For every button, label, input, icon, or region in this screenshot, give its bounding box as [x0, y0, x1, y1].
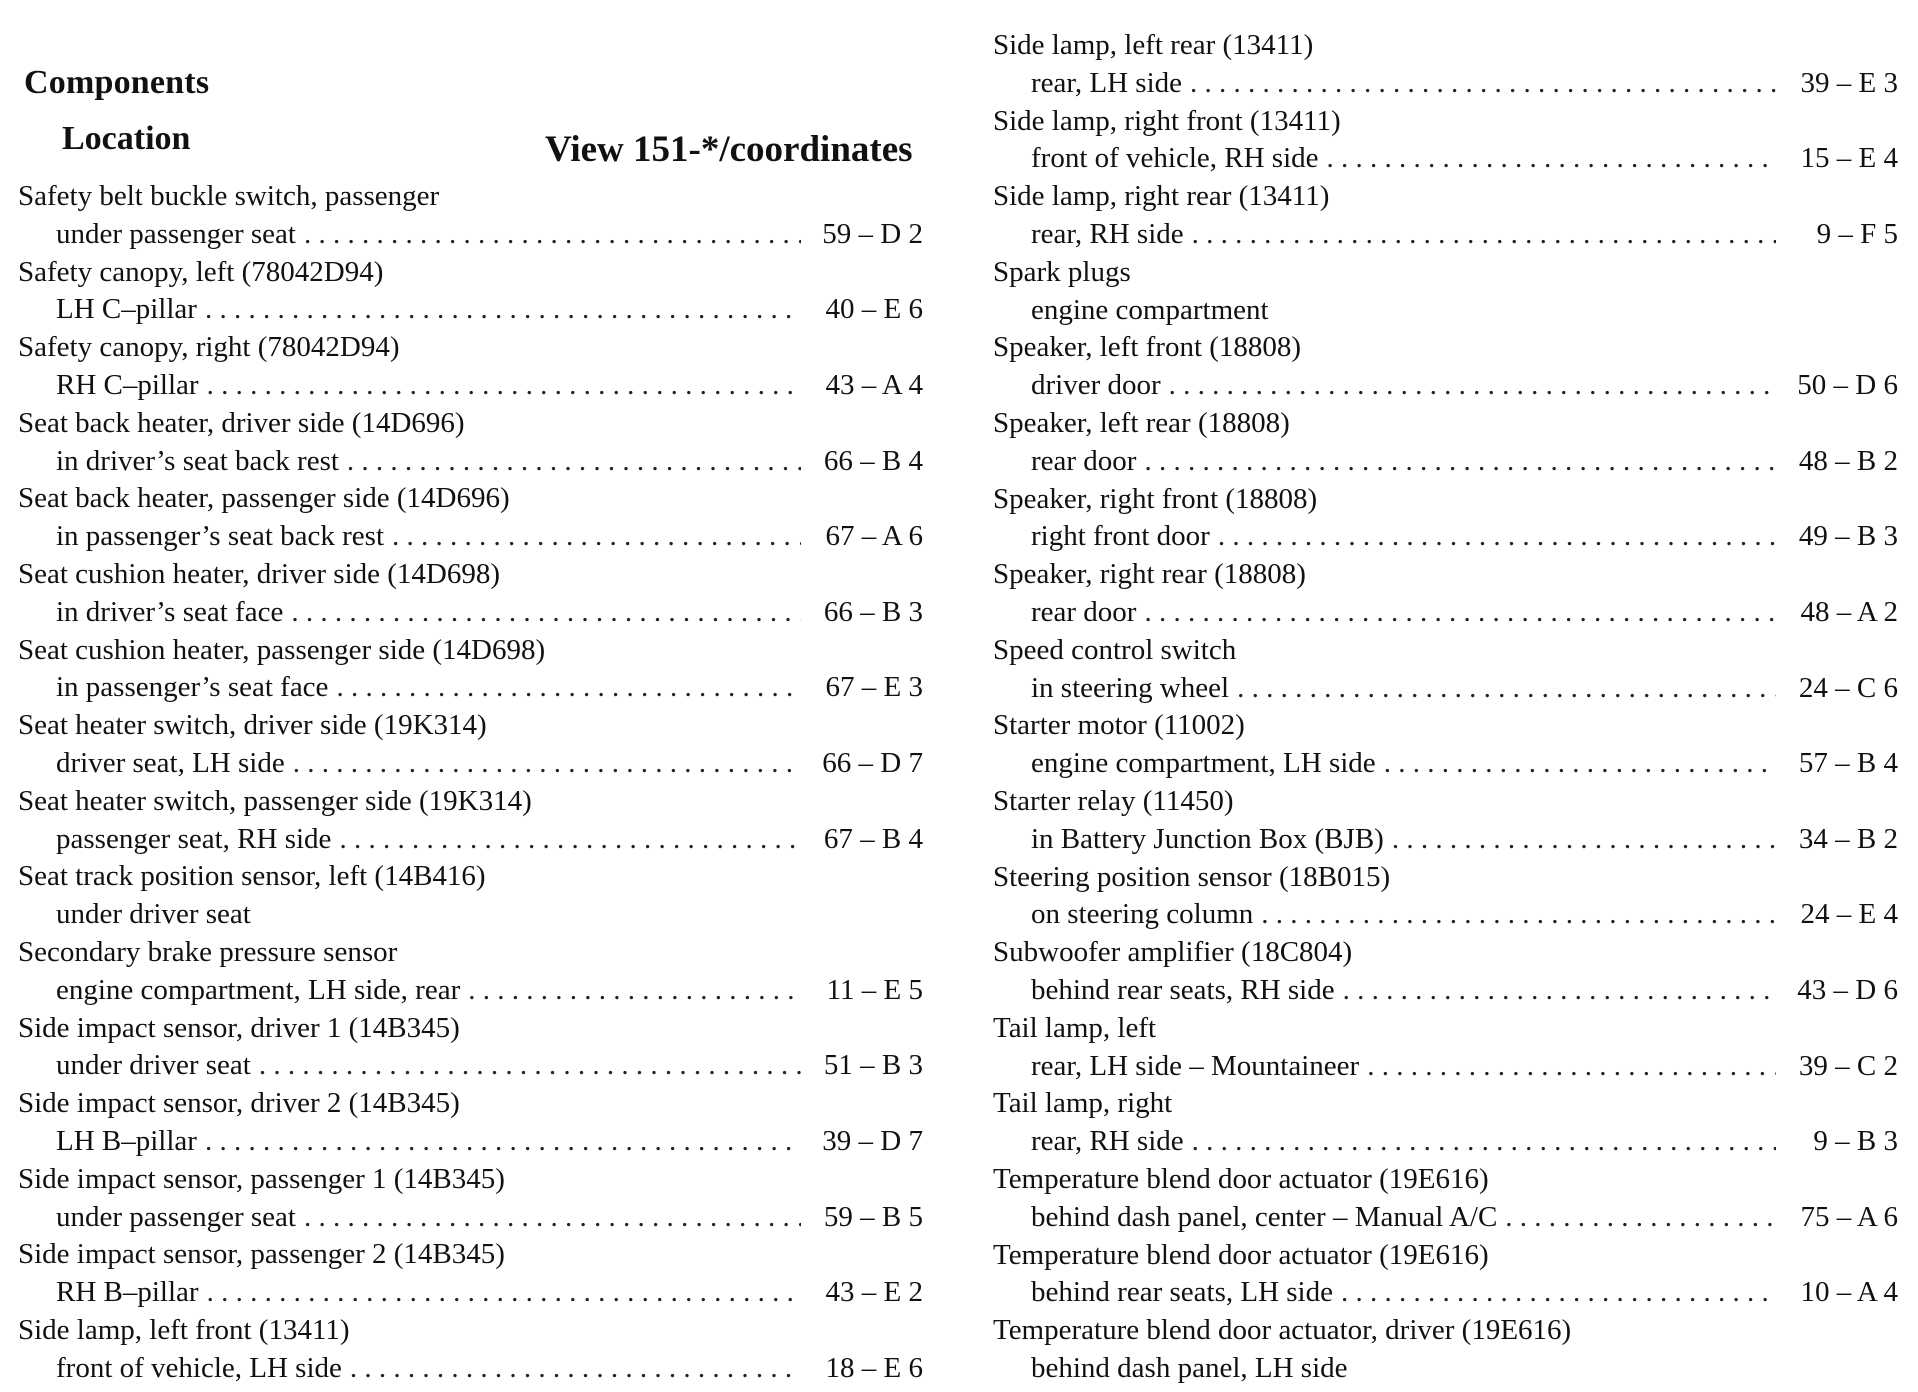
- component-location-row: [993, 745, 1898, 783]
- dot-leader: [1237, 670, 1776, 708]
- component-entry: [993, 556, 1898, 632]
- component-location: rear, RH side: [1031, 217, 1184, 250]
- component-name: Temperature blend door actuator (19E616): [993, 1162, 1489, 1195]
- component-entry: [18, 254, 923, 330]
- component-coordinates: 66 – B 3: [823, 595, 923, 628]
- component-name: Side impact sensor, passenger 2 (14B345): [18, 1238, 505, 1271]
- component-entry: [993, 934, 1898, 1010]
- component-coordinates: 40 – E 6: [825, 293, 923, 326]
- component-location-row: [993, 65, 1898, 103]
- component-coordinates: 39 – E 3: [1800, 66, 1898, 99]
- component-entry: [993, 254, 1898, 330]
- component-location: LH C–pillar: [56, 293, 197, 326]
- component-location-row: [993, 140, 1898, 178]
- component-name: Steering position sensor (18B015): [993, 860, 1391, 893]
- component-name: Tail lamp, right: [993, 1087, 1173, 1120]
- component-coordinates: 50 – D 6: [1797, 369, 1898, 402]
- component-name: Spark plugs: [993, 255, 1131, 288]
- component-location: behind rear seats, RH side: [1031, 973, 1335, 1006]
- component-entry: [18, 1161, 923, 1237]
- component-name: Side lamp, left front (13411): [18, 1313, 350, 1346]
- component-entry: [18, 1236, 923, 1312]
- component-location: under passenger seat: [56, 217, 296, 250]
- component-coordinates: 43 – A 4: [825, 368, 923, 401]
- component-entry: [993, 103, 1898, 179]
- component-location-row: [993, 443, 1898, 481]
- component-name: Safety canopy, right (78042D94): [18, 331, 400, 364]
- component-name: Secondary brake pressure sensor: [18, 935, 398, 968]
- component-coordinates: 9 – F 5: [1816, 217, 1898, 250]
- component-location-row: [993, 292, 1898, 330]
- component-coordinates: 24 – E 4: [1800, 898, 1898, 931]
- component-entry: [993, 1161, 1898, 1237]
- component-coordinates: 49 – B 3: [1798, 520, 1898, 553]
- component-location: in passenger’s seat back rest: [56, 520, 385, 553]
- dot-leader: [207, 1274, 801, 1312]
- component-coordinates: 59 – B 5: [823, 1200, 923, 1233]
- dot-leader: [1384, 745, 1776, 783]
- component-location-row: [993, 972, 1898, 1010]
- component-coordinates: 9 – B 3: [1813, 1125, 1898, 1158]
- component-location: on steering column: [1031, 898, 1254, 931]
- component-location: under passenger seat: [56, 1200, 296, 1233]
- dot-leader: [336, 669, 801, 707]
- dot-leader: [392, 518, 801, 556]
- dot-leader: [304, 216, 801, 254]
- dot-leader: [1392, 821, 1776, 859]
- component-entry: [18, 405, 923, 481]
- component-location-row: [18, 669, 923, 707]
- dot-leader: [1144, 594, 1776, 632]
- component-location: right front door: [1031, 520, 1210, 553]
- component-location-row: [18, 896, 923, 934]
- component-location: engine compartment, LH side, rear: [56, 973, 461, 1006]
- component-name: Side lamp, right rear (13411): [993, 180, 1330, 213]
- component-coordinates: 51 – B 3: [823, 1049, 923, 1082]
- component-entry: [993, 1010, 1898, 1086]
- component-location: engine compartment: [1031, 293, 1269, 326]
- component-entry: [18, 1085, 923, 1161]
- component-coordinates: 43 – E 2: [825, 1276, 923, 1309]
- component-location: driver seat, LH side: [56, 746, 285, 779]
- dot-leader: [1169, 367, 1776, 405]
- dot-leader: [259, 1047, 801, 1085]
- component-name: Side impact sensor, driver 1 (14B345): [18, 1011, 460, 1044]
- component-location: rear, LH side: [1031, 66, 1183, 99]
- component-name: Seat back heater, driver side (14D696): [18, 406, 465, 439]
- component-location-row: [18, 291, 923, 329]
- component-coordinates: 39 – C 2: [1798, 1049, 1898, 1082]
- component-name: Seat heater switch, driver side (19K314): [18, 709, 487, 742]
- component-location: front of vehicle, RH side: [1031, 142, 1319, 175]
- component-location-row: [993, 821, 1898, 859]
- component-location-row: [18, 443, 923, 481]
- dot-leader: [1327, 140, 1776, 178]
- component-location: rear door: [1031, 595, 1137, 628]
- component-location: rear door: [1031, 444, 1137, 477]
- component-entry: [18, 707, 923, 783]
- component-location-row: [18, 1350, 923, 1388]
- component-location-row: [18, 1274, 923, 1312]
- component-entry: [993, 1237, 1898, 1313]
- component-name: Seat track position sensor, left (14B416): [18, 860, 486, 893]
- component-coordinates: 10 – A 4: [1800, 1276, 1898, 1309]
- component-name: Starter motor (11002): [993, 709, 1245, 742]
- component-location-row: [993, 216, 1898, 254]
- component-location-row: [993, 594, 1898, 632]
- component-location: in driver’s seat face: [56, 595, 284, 628]
- dot-leader: [350, 1350, 801, 1388]
- component-name: Safety belt buckle switch, passenger: [18, 180, 440, 212]
- component-name: Seat cushion heater, passenger side (14D698): [18, 633, 546, 666]
- dot-leader: [1190, 65, 1776, 103]
- dot-leader: [1505, 1199, 1776, 1237]
- component-entry: [993, 1085, 1898, 1161]
- component-name: Side impact sensor, passenger 1 (14B345): [18, 1162, 505, 1195]
- dot-leader: [347, 443, 801, 481]
- component-location-row: [993, 518, 1898, 556]
- component-location-row: [993, 670, 1898, 708]
- component-location-row: [993, 896, 1898, 934]
- component-entry: [18, 178, 923, 254]
- dot-leader: [1343, 972, 1776, 1010]
- component-location: rear, RH side: [1031, 1125, 1184, 1158]
- component-location-row: [993, 1199, 1898, 1237]
- component-name: Speaker, left front (18808): [993, 331, 1302, 364]
- component-coordinates: 34 – B 2: [1798, 822, 1898, 855]
- component-coordinates: 24 – C 6: [1798, 671, 1898, 704]
- component-coordinates: 66 – D 7: [822, 746, 923, 779]
- component-coordinates: 48 – B 2: [1798, 444, 1898, 477]
- component-entry: [993, 859, 1898, 935]
- component-entry: [993, 1312, 1898, 1388]
- component-name: Side lamp, left rear (13411): [993, 29, 1314, 61]
- component-entry: [993, 783, 1898, 859]
- component-name: Starter relay (11450): [993, 784, 1234, 817]
- component-location: RH C–pillar: [56, 368, 199, 401]
- component-entry: [993, 481, 1898, 557]
- dot-leader: [1192, 216, 1776, 254]
- column-heading-view-coordinates: View 151-*/coordinates: [545, 129, 913, 170]
- component-name: Speed control switch: [993, 633, 1237, 666]
- component-location-row: [18, 821, 923, 859]
- component-location-row: [993, 1350, 1898, 1388]
- component-name: Speaker, left rear (18808): [993, 406, 1290, 439]
- component-coordinates: 48 – A 2: [1800, 595, 1898, 628]
- component-location: rear, LH side – Mountaineer: [1031, 1049, 1360, 1082]
- component-location: behind rear seats, LH side: [1031, 1276, 1333, 1309]
- component-location-row: [18, 216, 923, 254]
- dot-leader: [1218, 518, 1776, 556]
- left-column-entries: [18, 178, 923, 1388]
- component-location: engine compartment, LH side: [1031, 747, 1376, 780]
- section-heading-components: Components: [24, 64, 210, 101]
- component-location: in Battery Junction Box (BJB): [1031, 822, 1384, 855]
- component-location: under driver seat: [56, 1049, 251, 1082]
- component-location-row: [993, 367, 1898, 405]
- component-location: in passenger’s seat face: [56, 671, 329, 704]
- component-name: Side lamp, right front (13411): [993, 104, 1341, 137]
- component-name: Safety canopy, left (78042D94): [18, 255, 384, 288]
- component-location: passenger seat, RH side: [56, 822, 332, 855]
- dot-leader: [1192, 1123, 1776, 1161]
- component-entry: [18, 556, 923, 632]
- component-location-row: [18, 1047, 923, 1085]
- component-location-row: [18, 518, 923, 556]
- component-name: Side impact sensor, driver 2 (14B345): [18, 1087, 460, 1120]
- component-entry: [18, 1010, 923, 1086]
- component-location-row: [18, 594, 923, 632]
- dot-leader: [304, 1199, 801, 1237]
- component-entry: [993, 329, 1898, 405]
- component-entry: [993, 707, 1898, 783]
- component-entry: [18, 329, 923, 405]
- component-location: RH B–pillar: [56, 1276, 199, 1309]
- component-entry: [993, 405, 1898, 481]
- component-location: in steering wheel: [1031, 671, 1230, 704]
- component-location: under driver seat: [56, 898, 251, 931]
- component-location-row: [993, 1123, 1898, 1161]
- dot-leader: [205, 291, 801, 329]
- dot-leader: [293, 745, 801, 783]
- component-entry: [993, 632, 1898, 708]
- dot-leader: [1144, 443, 1776, 481]
- component-name: Temperature blend door actuator (19E616): [993, 1238, 1489, 1271]
- right-column-entries: [993, 27, 1898, 1388]
- component-name: Tail lamp, left: [993, 1011, 1157, 1044]
- component-entry: [18, 858, 923, 934]
- component-coordinates: 18 – E 6: [825, 1351, 923, 1384]
- component-location-row: [18, 1123, 923, 1161]
- component-coordinates: 67 – A 6: [825, 520, 923, 553]
- component-coordinates: 66 – B 4: [823, 444, 923, 477]
- component-coordinates: 11 – E 5: [826, 973, 923, 1006]
- component-name: Seat cushion heater, driver side (14D698): [18, 557, 501, 590]
- component-coordinates: 15 – E 4: [1800, 142, 1898, 175]
- component-location-row: [18, 1199, 923, 1237]
- component-location-row: [18, 367, 923, 405]
- component-name: Speaker, right rear (18808): [993, 558, 1306, 591]
- component-coordinates: 59 – D 2: [822, 217, 923, 250]
- component-name: Subwoofer amplifier (18C804): [993, 936, 1353, 969]
- component-entry: [18, 1312, 923, 1388]
- component-location-row: [18, 972, 923, 1010]
- component-coordinates: 43 – D 6: [1797, 973, 1898, 1006]
- component-name: Seat back heater, passenger side (14D696): [18, 482, 510, 515]
- dot-leader: [205, 1123, 801, 1161]
- component-location: behind dash panel, LH side: [1031, 1351, 1348, 1384]
- component-entry: [18, 783, 923, 859]
- column-heading-location: Location: [62, 120, 191, 157]
- component-location: behind dash panel, center – Manual A/C: [1031, 1200, 1498, 1233]
- component-coordinates: 57 – B 4: [1798, 747, 1898, 780]
- component-coordinates: 67 – E 3: [825, 671, 923, 704]
- component-location: in driver’s seat back rest: [56, 444, 339, 477]
- dot-leader: [468, 972, 801, 1010]
- dot-leader: [291, 594, 801, 632]
- component-name: Temperature blend door actuator, driver (19E616): [993, 1314, 1572, 1347]
- dot-leader: [339, 821, 801, 859]
- component-location-row: [993, 1048, 1898, 1086]
- component-name: Speaker, right front (18808): [993, 482, 1318, 515]
- component-location-row: [18, 745, 923, 783]
- component-location: driver door: [1031, 369, 1161, 402]
- dot-leader: [207, 367, 801, 405]
- component-entry: [993, 27, 1898, 103]
- component-name: Seat heater switch, passenger side (19K314): [18, 784, 532, 817]
- component-location-row: [993, 1274, 1898, 1312]
- dot-leader: [1261, 896, 1776, 934]
- dot-leader: [1367, 1048, 1776, 1086]
- component-entry: [18, 632, 923, 708]
- dot-leader: [1341, 1274, 1776, 1312]
- component-coordinates: 67 – B 4: [823, 822, 923, 855]
- component-entry: [18, 480, 923, 556]
- component-entry: [993, 178, 1898, 254]
- component-coordinates: 39 – D 7: [822, 1124, 923, 1157]
- component-entry: [18, 934, 923, 1010]
- component-location: front of vehicle, LH side: [56, 1351, 342, 1384]
- component-coordinates: 75 – A 6: [1800, 1200, 1898, 1233]
- component-location: LH B–pillar: [56, 1124, 197, 1157]
